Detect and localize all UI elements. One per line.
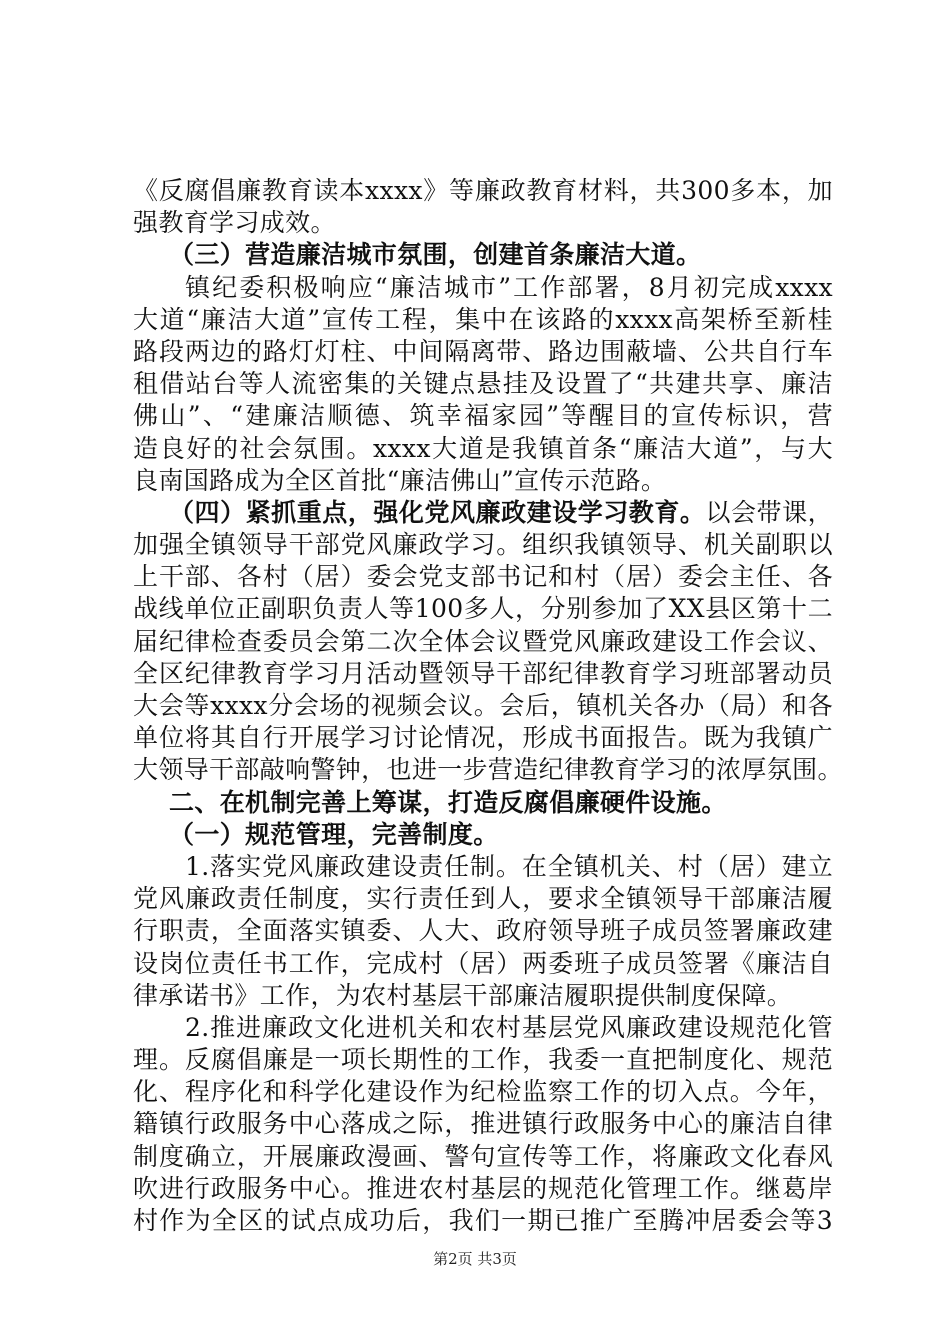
section-heading: 二、在机制完善上筹谋，打造反腐倡廉硬件设施。 — [169, 787, 727, 817]
paragraph — [133, 851, 833, 1012]
text-line — [133, 497, 833, 529]
text-line: 《反腐倡廉教育读本xxxx》等廉政教育材料，共300多本，加 — [133, 176, 833, 205]
text-line: 大道“廉洁大道”宣传工程，集中在该路的xxxx高架桥至新桂 — [133, 304, 833, 334]
text-line: 上干部、各村（居）委会党支部书记和村（居）委会主任、各 — [133, 562, 833, 592]
text-line: 租借站台等人流密集的关键点悬挂及设置了“共建共享、廉洁 — [133, 369, 833, 399]
text-line: 良南国路成为全区首批“廉洁佛山”宣传示范路。 — [133, 465, 667, 495]
text-line: 律承诺书》工作，为农村基层干部廉洁履职提供制度保障。 — [133, 980, 793, 1010]
text-line: 2.推进廉政文化进机关和农村基层党风廉政建设规范化管 — [185, 1012, 833, 1042]
section-heading: （一）规范管理，完善制度。 — [169, 819, 499, 849]
text-line: 强教育学习成效。 — [133, 208, 336, 238]
text-line: 理。反腐倡廉是一项长期性的工作，我委一直把制度化、规范 — [133, 1045, 833, 1075]
text-line: 佛山”、“建廉洁顺德、筑幸福家园”等醒目的宣传标识，营 — [133, 401, 833, 431]
text-line: 镇纪委积极响应“廉洁城市”工作部署，8月初完成xxxx — [185, 272, 833, 302]
page-footer: 第2页 共3页 — [433, 1250, 517, 1268]
text-line: 设岗位责任书工作，完成村（居）两委班子成员签署《廉洁自 — [133, 948, 833, 978]
text-line: 村作为全区的试点成功后，我们一期已推广至腾冲居委会等3 — [133, 1206, 833, 1235]
paragraph — [133, 175, 833, 239]
text-line: 吹进行政服务中心。推进农村基层的规范化管理工作。继葛岸 — [133, 1173, 833, 1203]
text-line: 路段两边的路灯灯柱、中间隔离带、路边围蔽墙、公共自行车 — [133, 336, 833, 366]
text-line: 届纪律检查委员会第二次全体会议暨党风廉政建设工作会议、 — [133, 626, 833, 656]
text-line: 单位将其自行开展学习讨论情况，形成书面报告。既为我镇广 — [133, 723, 833, 753]
text-line: 1.落实党风廉政建设责任制。在全镇机关、村（居）建立 — [185, 851, 833, 881]
text-line: 大领导干部敲响警钟，也进一步营造纪律教育学习的浓厚氛围。 — [133, 755, 843, 785]
text-line: 大会等xxxx分会场的视频会议。会后，镇机关各办（局）和各 — [133, 691, 833, 720]
text-line: 化、程序化和科学化建设作为纪检监察工作的切入点。今年， — [133, 1077, 833, 1107]
text-line: 加强全镇领导干部党风廉政学习。组织我镇领导、机关副职以 — [133, 530, 833, 560]
text-line: 全区纪律教育学习月活动暨领导干部纪律教育学习班部署动员 — [133, 658, 833, 688]
paragraph-lead-heading: （四）紧抓重点，强化党风廉政建设学习教育。 — [169, 497, 706, 527]
text-line: 籍镇行政服务中心落成之际，推进镇行政服务中心的廉洁自律 — [133, 1109, 833, 1139]
text-line: 党风廉政责任制度，实行责任到人，要求全镇领导干部廉洁履 — [133, 884, 833, 914]
text-line: 造良好的社会氛围。xxxx大道是我镇首条“廉洁大道”，与大 — [133, 433, 833, 463]
document-body — [133, 175, 843, 1237]
text-line: 战线单位正副职负责人等100多人，分别参加了XX县区第十二 — [133, 594, 833, 624]
paragraph — [133, 1012, 833, 1237]
paragraph — [133, 497, 843, 787]
paragraph-lead-text: 以会带课， — [705, 497, 833, 527]
text-line: 行职责，全面落实镇委、人大、政府领导班子成员签署廉政建 — [133, 916, 833, 946]
text-line: 制度确立，开展廉政漫画、警句宣传等工作，将廉政文化春风 — [133, 1141, 833, 1171]
paragraph — [133, 272, 833, 497]
section-heading: （三）营造廉洁城市氛围，创建首条廉洁大道。 — [169, 240, 702, 270]
